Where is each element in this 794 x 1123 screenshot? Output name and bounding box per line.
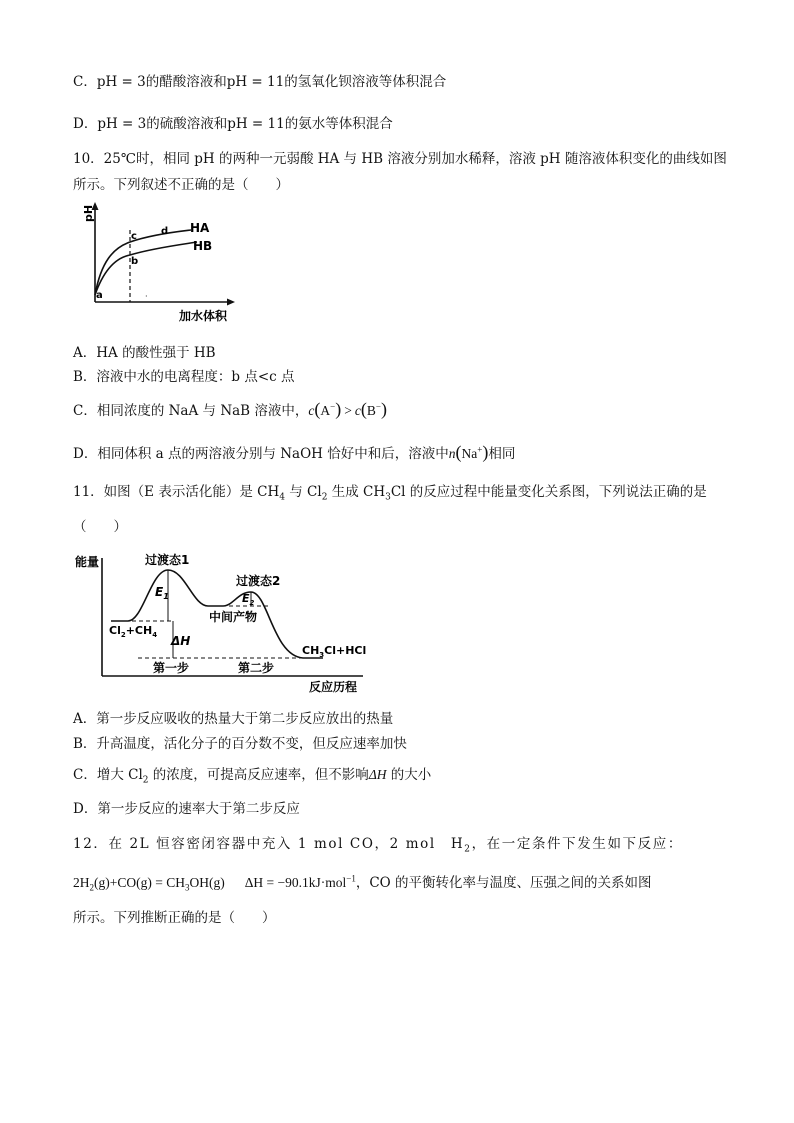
q12-stem-part2: ，在一定条件下发生如下反应：: [471, 836, 683, 852]
q12-stem-line3: 所示。下列推断正确的是（ ）: [73, 910, 276, 926]
q11-reactants-label: $Cl_2+CH_4$: [109, 624, 158, 639]
q11-stem-sub3: 3: [385, 492, 391, 503]
q12-stem-line1: [73, 834, 683, 854]
q11-option-c-dh: ΔH: [368, 767, 387, 782]
q12-eq-dh-sup: −1: [346, 873, 356, 884]
q10-option-a: A．HA 的酸性强于 HB: [73, 345, 216, 361]
q11-stem-part4: Cl 的反应过程中能量变化关系图，下列说法正确的是: [390, 484, 707, 500]
q10-option-c-c2: c: [354, 403, 361, 418]
q10-label-hb: HB: [193, 239, 213, 253]
q12-eq-oh: OH(g): [189, 875, 225, 890]
q10-option-c: C．相同浓度的 NaA 与 NaB 溶液中，c(A−) > c(B−): [73, 399, 387, 419]
q10-option-d: D．相同体积 a 点的两溶液分别与 NaOH 恰好中和后，溶液中n(Na+)相同: [73, 442, 516, 462]
q11-option-c: [73, 765, 431, 785]
q11-option-b: B．升高温度，活化分子的百分数不变，但反应速率加快: [73, 736, 407, 752]
q11-option-c-part1: C．增大 Cl: [73, 767, 143, 783]
q10-point-a: a: [96, 290, 103, 301]
q11-intermediate-label: 中间产物: [209, 610, 258, 624]
q10-option-c-text: C．相同浓度的 NaA 与 NaB 溶液中，: [73, 403, 309, 419]
q11-option-c-part3: 的大小: [386, 767, 432, 783]
q10-label-ha: HA: [190, 221, 210, 235]
q11-stem-line2: （ ）: [73, 519, 127, 535]
q10-option-c-anion-a: A: [320, 403, 331, 418]
q12-stem-line2-end: ，CO 的平衡转化率与温度、压强之间的关系如图: [355, 875, 652, 891]
q11-ts2-label: 过渡态2: [236, 574, 281, 588]
q10-y-label: pH: [82, 204, 95, 222]
q10-ph-dilution-figure: [73, 200, 253, 325]
q12-stem-sub: 2: [464, 844, 472, 855]
q11-x-label: 反应历程: [309, 680, 358, 694]
q12-eq-ch3-sub: 3: [184, 882, 190, 893]
q12-eq-dh: ΔH = −90.1kJ·mol: [244, 875, 347, 890]
q12-eq-2h-sub: 2: [89, 882, 94, 893]
q11-stem-sub1: 4: [279, 492, 285, 503]
q11-dh-label: ΔH: [171, 634, 191, 648]
q11-step1-label: 第一步: [153, 661, 190, 675]
q11-option-d: D．第一步反应的速率大于第二步反应: [73, 801, 300, 817]
q12-stem-part1: 12．在 2L 恒容密闭容器中充入 1 mol CO，2 mol H: [73, 836, 465, 852]
q11-products-label: $CH_3Cl+HCl$: [302, 644, 367, 659]
q12-eq-rest: (g)+CO(g) = CH: [94, 875, 185, 890]
q11-option-c-part2: 的浓度，可提高反应速率，但不影响: [148, 767, 369, 783]
q9-option-c: C．pH = 3的醋酸溶液和pH = 11的氢氧化钡溶液等体积混合: [73, 74, 447, 90]
q10-option-c-anion-b: B: [366, 403, 376, 418]
q10-option-c-gt: >: [344, 403, 352, 418]
q11-stem-sub2: 2: [321, 492, 328, 503]
q10-option-d-n: n: [448, 446, 456, 461]
q10-option-d-suffix: 相同: [488, 446, 516, 462]
q10-stem-line2: 所示。下列叙述不正确的是（ ）: [73, 177, 289, 193]
q10-option-b: B．溶液中水的电离程度：b 点<c 点: [73, 369, 295, 385]
q10-point-d: d: [161, 226, 169, 237]
q11-e2-label: $E_2$: [242, 592, 255, 607]
q10-option-d-text: D．相同体积 a 点的两溶液分别与 NaOH 恰好中和后，溶液中: [73, 446, 449, 462]
q11-option-c-sub: 2: [142, 775, 149, 786]
q11-energy-profile-figure: [73, 548, 373, 698]
q11-stem-part2: 与 Cl: [284, 484, 322, 500]
q11-ts1-label: 过渡态1: [145, 553, 190, 567]
q11-option-a: A．第一步反应吸收的热量大于第二步反应放出的热量: [73, 711, 394, 727]
q10-x-label: 加水体积: [179, 309, 228, 323]
q11-e1-label: $E_1$: [155, 585, 169, 601]
q12-equation-line: [73, 873, 652, 893]
q9-option-d: D．pH = 3的硫酸溶液和pH = 11的氨水等体积混合: [73, 116, 393, 132]
q10-dot-mark: ·: [145, 292, 148, 301]
q10-curve-hb: [95, 242, 197, 295]
q10-point-c: c: [131, 231, 137, 242]
q12-eq-2h: 2H: [73, 875, 90, 890]
q11-stem-part3: 生成 CH: [327, 484, 386, 500]
q11-stem-part1: 11．如图（E 表示活化能）是 CH: [73, 484, 280, 500]
q11-y-label: 能量: [75, 555, 100, 569]
q10-option-d-na: Na: [461, 446, 478, 461]
q10-curve-ha: [95, 230, 191, 295]
q10-stem-line1: 10．25℃时，相同 pH 的两种一元弱酸 HA 与 HB 溶液分别加水稀释，溶液 pH 随溶液体积变化的曲线如图: [73, 151, 727, 167]
q10-x-axis-arrow: [227, 299, 235, 306]
q10-option-c-c: c: [308, 403, 315, 418]
q10-point-b: b: [131, 256, 139, 267]
q11-step2-label: 第二步: [238, 661, 275, 675]
q11-stem-line1: [73, 482, 707, 502]
